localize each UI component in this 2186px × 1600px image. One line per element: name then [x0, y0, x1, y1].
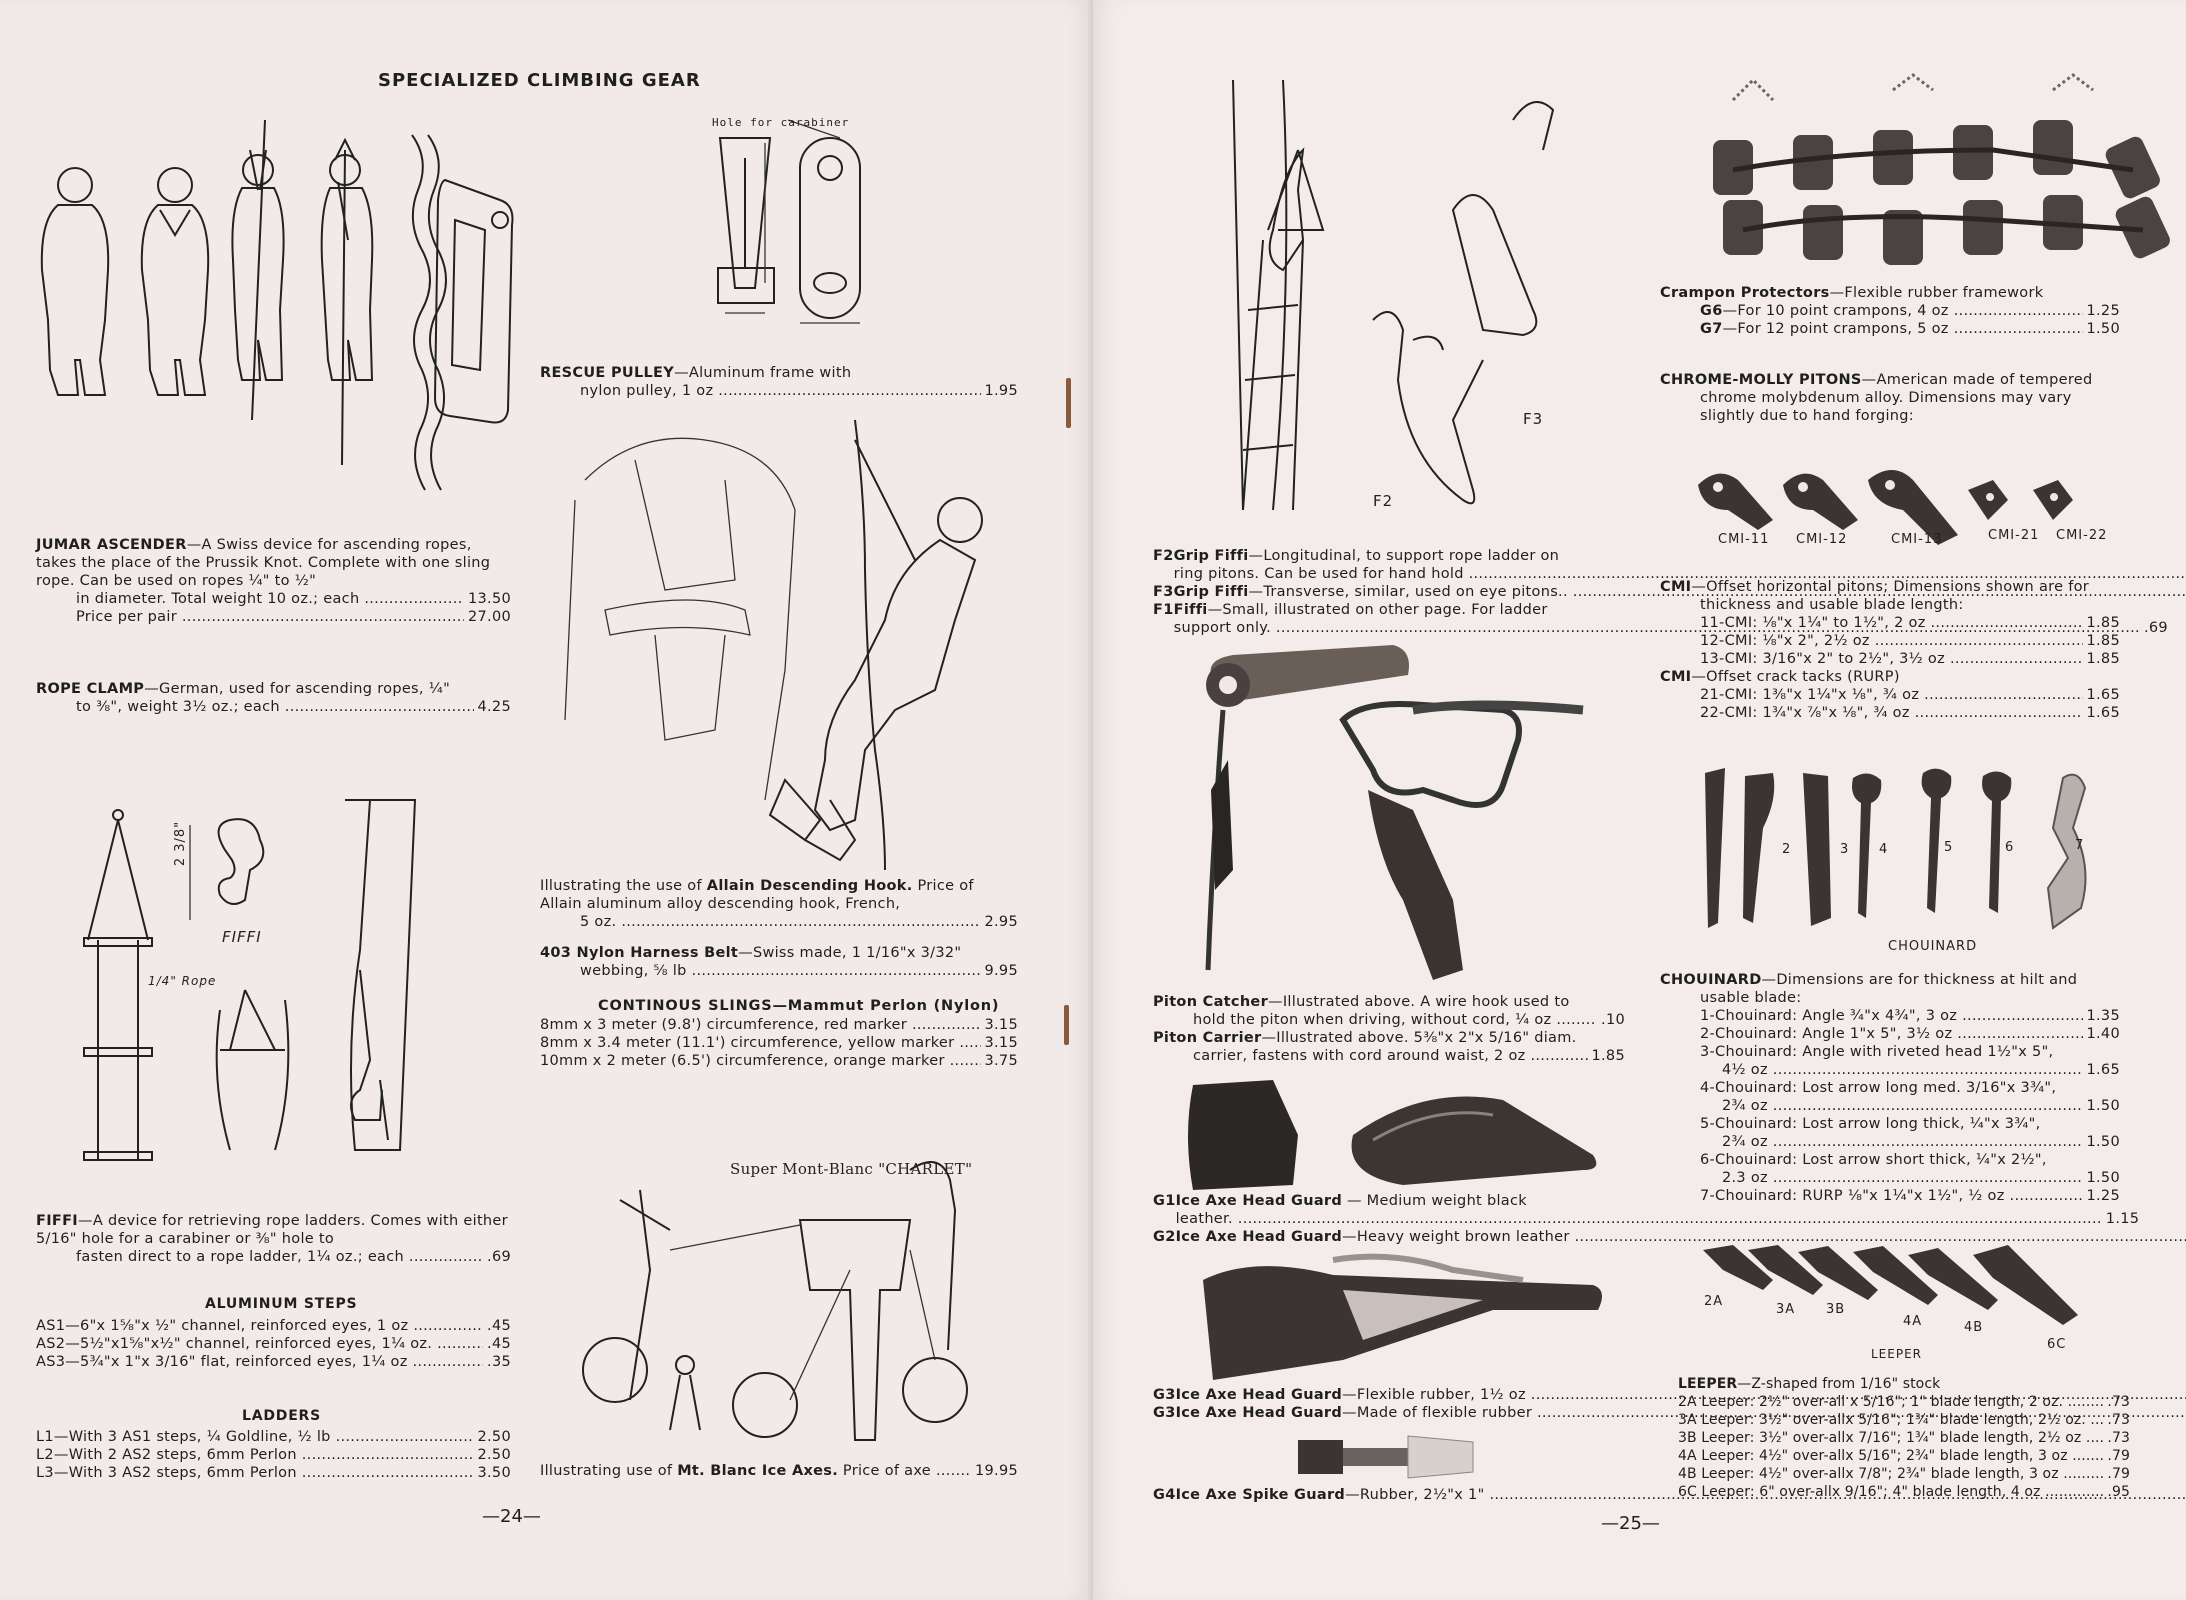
leeper-item-desc: 3B Leeper: 3½" over-allx 7/16"; 1¾" blade length, 2½ oz ..... — [1678, 1429, 2103, 1447]
chouinard-item-desc: 5-Chouinard: Lost arrow long thick, ¼"x 3¾", — [1700, 1116, 2041, 1132]
chouinard-item-desc: 2-Chouinard: Angle 1"x 5", 3½ oz ..... — [1700, 1025, 2083, 1043]
ladder-desc: L2—With 2 AS2 steps, 6mm Perlon ..... — [36, 1446, 474, 1464]
ladders-list — [36, 1428, 511, 1482]
chouinard-row — [1660, 1187, 2120, 1205]
fiffi-item-name: Fiffi — [1173, 602, 1208, 618]
head-guard-row — [1176, 1210, 2140, 1228]
chouinard-number-label: 2 — [1782, 842, 1792, 857]
rescue-pulley-row — [540, 382, 1018, 400]
continous-slings-heading: CONTINOUS SLINGS—Mammut Perlon (Nylon) — [598, 998, 1000, 1014]
head-guard-desc: —Made of flexible rubber — [1342, 1405, 1533, 1421]
cmi-rurp-desc: —Offset crack tacks (RURP) — [1691, 669, 1900, 685]
chouinard-number-label: 6 — [2005, 840, 2015, 855]
jumar-line3: Price per pair ..... — [76, 608, 464, 626]
rescue-pulley-price: 1.95 — [984, 383, 1018, 399]
allain-row — [540, 913, 1018, 931]
rope-clamp-name: ROPE CLAMP — [36, 681, 145, 697]
leeper-label: 4A — [1903, 1314, 1923, 1329]
spike-guard-photo — [1298, 1432, 1478, 1482]
head-guard-item — [1153, 1404, 1625, 1422]
piton-catcher-price: .10 — [1601, 1012, 1625, 1028]
step-price: .35 — [487, 1354, 511, 1370]
leeper-label: 2A — [1704, 1294, 1724, 1309]
leeper-item-price: .73 — [2107, 1394, 2130, 1410]
ice-axes-row — [540, 1462, 1018, 1480]
rescue-pulley-desc: —Aluminum frame with — [674, 365, 852, 381]
mont-blanc-caption: Super Mont-Blanc "CHARLET" — [730, 1160, 973, 1178]
leeper-item-desc: 4A Leeper: 4½" over-allx 5/16"; 2¾" blade length, 3 oz ..... — [1678, 1447, 2103, 1465]
allain-desc: Price of Allain aluminum alloy descending hook, French, — [540, 878, 974, 912]
chouinard-item-price: 1.25 — [2086, 1188, 2120, 1204]
page-number-left: —24— — [482, 1506, 541, 1527]
piton-catcher-desc: —Illustrated above. A wire hook used to — [1268, 994, 1570, 1010]
crampon-item-desc: —For 12 point crampons, 5 oz — [1722, 321, 1949, 337]
cmi-item-price: 1.65 — [2086, 705, 2120, 721]
head-guard-list-b — [1153, 1386, 1625, 1422]
chouinard-number-label: 4 — [1879, 842, 1889, 857]
chouinard-number-label: 3 — [1840, 842, 1850, 857]
head-guard-code: G2 — [1153, 1229, 1176, 1245]
chouinard-item-desc: 7-Chouinard: RURP ⅛"x 1¼"x 1½", ½ oz ..... — [1700, 1187, 2083, 1205]
rescue-pulley-line2: nylon pulley, 1 oz ..... — [580, 382, 981, 400]
piton-catcher-row — [1153, 1011, 1625, 1029]
chouinard-entry — [1660, 971, 2120, 1205]
harness-rappel-illustration — [555, 420, 1015, 870]
leeper-label: 3A — [1776, 1302, 1796, 1317]
fiffi-item-name: Grip Fiffi — [1173, 584, 1249, 600]
aluminum-steps-heading: ALUMINUM STEPS — [205, 1296, 358, 1312]
harness-price: 9.95 — [984, 963, 1018, 979]
fiffi-row — [36, 1248, 511, 1266]
fiffi-item-desc: —Small, illustrated on other page. For ladder — [1207, 602, 1548, 618]
cmi-name: CMI — [1660, 579, 1692, 595]
sling-price: 3.75 — [984, 1053, 1018, 1069]
crampon-protectors-entry — [1660, 284, 2120, 338]
leeper-label: 6C — [2047, 1337, 2067, 1352]
fiffi-item — [1153, 547, 1625, 583]
allain-price: 2.95 — [984, 914, 1018, 930]
chouinard-row — [1660, 1007, 2120, 1025]
crampon-price: 1.50 — [2086, 321, 2120, 337]
chouinard-row — [1660, 1025, 2120, 1043]
head-guard-item — [1153, 1228, 1625, 1246]
rescue-pulley-entry — [540, 364, 1018, 400]
step-desc: AS2—5½"x1⅝"x½" channel, reinforced eyes, 1¼ oz. ..... — [36, 1335, 483, 1353]
allain-name: Allain Descending Hook. — [706, 878, 913, 894]
chouinard-photo-label: CHOUINARD — [1888, 939, 1978, 954]
leeper-item-desc: 3A Leeper: 3½" over-allx 5/16"; 1¾" blade length, 2½ oz. ..... — [1678, 1411, 2103, 1429]
leeper-item-price: .73 — [2107, 1412, 2130, 1428]
sling-row — [540, 1034, 1018, 1052]
chouinard-name: CHOUINARD — [1660, 972, 1762, 988]
chouinard-item-price: 1.50 — [2086, 1170, 2120, 1186]
fiffi-code: F1 — [1153, 602, 1174, 618]
fiffi-dimension-label: 2 3/8" — [173, 820, 189, 867]
piton-catcher-line2: hold the piton when driving, without cord, ¼ oz ..... — [1193, 1011, 1597, 1029]
fiffi-diagram-label: FIFFI — [222, 928, 262, 946]
cmi-rurp-name: CMI — [1660, 669, 1692, 685]
hole-for-carabiner-label: Hole for carabiner — [712, 116, 850, 129]
jumar-ascender-entry — [36, 536, 511, 626]
page-title: SPECIALIZED CLIMBING GEAR — [378, 70, 701, 91]
sling-desc: 8mm x 3 meter (9.8') circumference, red marker ..... — [540, 1016, 981, 1034]
f3-label: F3 — [1523, 410, 1544, 428]
head-guard-desc: —Heavy weight brown leather — [1342, 1229, 1570, 1245]
chouinard-row — [1660, 1079, 2120, 1097]
crampon-price: 1.25 — [2086, 303, 2120, 319]
fiffi-item-price: .69 — [2143, 620, 2168, 636]
cmi-11-label: CMI-11 — [1718, 532, 1770, 547]
leeper-row — [1678, 1411, 2130, 1429]
leeper-item-price: .79 — [2107, 1466, 2130, 1482]
head-guard-desc: —Flexible rubber, 1½ oz — [1342, 1387, 1526, 1403]
leeper-item-price: .79 — [2107, 1448, 2130, 1464]
jumar-desc: —A Swiss device for ascending ropes, takes the place of the Prussik Knot. Complete with one sling rope. Can be used on ropes ¼" to ½" — [36, 537, 491, 589]
fiffi-item-line2: support only. ..... — [1174, 619, 2140, 637]
harness-row — [540, 962, 1018, 980]
piton-catcher-photo — [1173, 640, 1613, 985]
chouinard-item-desc: 3-Chouinard: Angle with riveted head 1½"x 5", — [1700, 1044, 2054, 1060]
ladder-price: 3.50 — [477, 1465, 511, 1481]
piton-carrier-row — [1153, 1047, 1625, 1065]
aluminum-steps-list — [36, 1317, 511, 1371]
ice-axes-price: 19.95 — [974, 1463, 1018, 1479]
ladder-row — [36, 1428, 511, 1446]
chouinard-row — [1660, 1061, 2120, 1079]
fiffi-entry — [36, 1212, 511, 1266]
piton-carrier-line2: carrier, fastens with cord around waist, 2 oz ..... — [1193, 1047, 1588, 1065]
step-price: .45 — [487, 1336, 511, 1352]
piton-carrier-desc: —Illustrated above. 5⅜"x 2"x 5/16" diam. — [1261, 1030, 1577, 1046]
cmi-item-desc: 21-CMI: 1⅜"x 1¼"x ⅛", ¾ oz ..... — [1700, 686, 2083, 704]
cmi-item-price: 1.65 — [2086, 687, 2120, 703]
rope-clamp-line2: to ⅜", weight 3½ oz.; each ..... — [76, 698, 474, 716]
fiffi-item-desc: —Transverse, similar, used on eye pitons.. — [1248, 584, 1568, 600]
ice-axe-head-guard-photo — [1173, 1075, 1733, 1195]
piton-catcher-name: Piton Catcher — [1153, 994, 1269, 1010]
spike-guard-entry — [1153, 1486, 1625, 1504]
chouinard-item-price: 1.40 — [2086, 1026, 2120, 1042]
leeper-row — [1678, 1447, 2130, 1465]
jumar-row-2 — [36, 608, 511, 626]
chouinard-number-label: 7 — [2075, 838, 2085, 853]
crampon-row — [1660, 302, 2120, 320]
leeper-row — [1678, 1465, 2130, 1483]
staple — [1066, 378, 1071, 428]
fiffi-item-desc: —Longitudinal, to support rope ladder on — [1248, 548, 1560, 564]
leeper-item-price: .95 — [2107, 1484, 2130, 1500]
head-guard-item — [1153, 1386, 1625, 1404]
staple — [1064, 1005, 1069, 1045]
crampon-code: G6 — [1700, 303, 1723, 319]
fiffi-item — [1153, 583, 1625, 601]
jumar-name: JUMAR ASCENDER — [36, 537, 187, 553]
cmi-item-price: 1.85 — [2086, 615, 2120, 631]
fiffi-item-name: Grip Fiffi — [1173, 548, 1249, 564]
page-number-right: —25— — [1601, 1513, 1660, 1534]
leeper-photo-label: LEEPER — [1871, 1347, 1923, 1361]
ice-axe-illustration — [570, 1150, 1010, 1450]
chouinard-number-label: 5 — [1944, 840, 1954, 855]
page-25 — [1093, 0, 2186, 1600]
leeper-item-price: .73 — [2107, 1430, 2130, 1446]
ladder-row — [36, 1464, 511, 1482]
spike-guard-code: G4 — [1153, 1487, 1176, 1503]
chouinard-row — [1660, 1043, 2120, 1061]
cmi-item-price: 1.85 — [2086, 633, 2120, 649]
cmi-item-desc: 13-CMI: 3/16"x 2" to 2½", 3½ oz ..... — [1700, 650, 2083, 668]
ice-axes-name: Mt. Blanc Ice Axes. — [677, 1463, 838, 1479]
chouinard-pitons-photo — [1703, 768, 2133, 938]
chouinard-item-desc: 2¾ oz ..... — [1722, 1097, 2083, 1115]
leeper-name: LEEPER — [1678, 1376, 1738, 1392]
step-price: .45 — [487, 1318, 511, 1334]
sling-desc: 10mm x 2 meter (6.5') circumference, orange marker ..... — [540, 1052, 981, 1070]
leeper-row — [1678, 1483, 2130, 1501]
cmi-13-label: CMI-13 — [1891, 532, 1943, 547]
cmi-12-label: CMI-12 — [1796, 532, 1848, 547]
chouinard-row — [1660, 1151, 2120, 1169]
cmi-row — [1660, 650, 2120, 668]
chouinard-row — [1660, 1115, 2120, 1133]
cmi-row — [1660, 686, 2120, 704]
spike-guard-desc: —Rubber, 2½"x 1" — [1345, 1487, 1485, 1503]
sling-row — [540, 1052, 1018, 1070]
allain-entry — [540, 877, 1018, 931]
jumar-illustration — [30, 120, 520, 510]
leeper-pitons-photo — [1703, 1240, 2133, 1350]
chrome-molly-desc: —American made of tempered chrome molybdenum alloy. Dimensions may vary slightly due to hand forging: — [1700, 372, 2093, 424]
chouinard-row — [1660, 1133, 2120, 1151]
chrome-molly-name: CHROME-MOLLY PITONS — [1660, 372, 1862, 388]
sling-desc: 8mm x 3.4 meter (11.1') circumference, yellow marker ..... — [540, 1034, 981, 1052]
step-row — [36, 1353, 511, 1371]
ladder-price: 2.50 — [477, 1447, 511, 1463]
piton-catcher-entry — [1153, 993, 1625, 1065]
harness-line2: webbing, ⅝ lb ..... — [580, 962, 981, 980]
crampon-row — [1660, 320, 2120, 338]
ladder-row — [36, 1446, 511, 1464]
sling-price: 3.15 — [984, 1035, 1018, 1051]
head-guard-name: Ice Axe Head Guard — [1175, 1193, 1343, 1209]
leeper-row — [1678, 1429, 2130, 1447]
step-desc: AS1—6"x 1⅝"x ½" channel, reinforced eyes, 1 oz ..... — [36, 1317, 483, 1335]
spike-guard-item — [1153, 1486, 1625, 1504]
leeper-item-desc: 2A Leeper: 2½" over-all x 5/16"; 1" blade length, 2 oz. ..... — [1678, 1393, 2103, 1411]
leeper-label: 3B — [1826, 1302, 1846, 1317]
chouinard-item-desc: 4-Chouinard: Lost arrow long med. 3/16"x 3¾", — [1700, 1080, 2057, 1096]
rope-diagram-label: 1/4" Rope — [148, 974, 217, 988]
cmi-item-price: 1.85 — [2086, 651, 2120, 667]
leeper-item-desc: 6C Leeper: 6" over-allx 9/16"; 4" blade length, 4 oz ..... — [1678, 1483, 2103, 1501]
chouinard-item-desc: 6-Chouinard: Lost arrow short thick, ¼"x 2½", — [1700, 1152, 2047, 1168]
rope-clamp-desc: —German, used for ascending ropes, ¼" — [144, 681, 451, 697]
spike-guard-name: Ice Axe Spike Guard — [1175, 1487, 1346, 1503]
chrome-molly-entry — [1660, 371, 2120, 425]
jumar-price-pair: 27.00 — [467, 609, 511, 625]
cmi-22-label: CMI-22 — [2056, 528, 2108, 543]
chouinard-item-desc: 1-Chouinard: Angle ¾"x 4¾", 3 oz ..... — [1700, 1007, 2083, 1025]
cmi-offset-pitons-entry — [1660, 578, 2120, 722]
harness-name: 403 Nylon Harness Belt — [540, 945, 739, 961]
fiffi-line2: fasten direct to a rope ladder, 1¼ oz.; each ..... — [76, 1248, 483, 1266]
fiffi-price: .69 — [487, 1249, 511, 1265]
rescue-pulley-diagram — [700, 118, 880, 333]
rescue-pulley-name: RESCUE PULLEY — [540, 365, 675, 381]
ladder-desc: L1—With 3 AS1 steps, ¼ Goldline, ½ lb ..... — [36, 1428, 474, 1446]
fiffi-name: FIFFI — [36, 1213, 79, 1229]
head-guard-code: G3 — [1153, 1387, 1176, 1403]
cmi-item-desc: 12-CMI: ⅛"x 2", 2½ oz ..... — [1700, 632, 2083, 650]
chouinard-row — [1660, 1097, 2120, 1115]
leeper-desc: —Z-shaped from 1/16" stock — [1737, 1376, 1941, 1392]
head-guard-price: 1.15 — [2105, 1211, 2140, 1227]
grip-fiffi-illustration — [1223, 80, 1663, 520]
allain-prefix: Illustrating the use of — [540, 878, 707, 894]
step-row — [36, 1335, 511, 1353]
jumar-price-each: 13.50 — [467, 591, 511, 607]
f2-label: F2 — [1373, 492, 1394, 510]
head-guard-code: G3 — [1153, 1405, 1176, 1421]
slings-list — [540, 1016, 1018, 1070]
crampon-name: Crampon Protectors — [1660, 285, 1830, 301]
step-desc: AS3—5¾"x 1"x 3/16" flat, reinforced eyes, 1¼ oz ..... — [36, 1353, 483, 1371]
chouinard-item-price: 1.50 — [2086, 1098, 2120, 1114]
head-guard-line2: leather. ..... — [1176, 1210, 2102, 1228]
crampon-item-desc: —For 10 point crampons, 4 oz — [1722, 303, 1949, 319]
harness-desc: —Swiss made, 1 1/16"x 3/32" — [738, 945, 962, 961]
cmi-21-label: CMI-21 — [1988, 528, 2040, 543]
chouinard-desc: —Dimensions are for thickness at hilt and usable blade: — [1700, 972, 2078, 1006]
fiffi-ladder-illustration — [70, 800, 480, 1170]
leeper-entry — [1678, 1375, 2130, 1501]
crampon-protector-photo — [1693, 80, 2173, 280]
rope-clamp-row — [36, 698, 511, 716]
head-guard-name: Ice Axe Head Guard — [1175, 1405, 1343, 1421]
crampon-desc: —Flexible rubber framework — [1829, 285, 2044, 301]
leeper-item-desc: 4B Leeper: 4½" over-allx 7/8"; 2¾" blade length, 3 oz ..... — [1678, 1465, 2103, 1483]
cmi-item-desc: 22-CMI: 1¾"x ⅞"x ⅛", ¾ oz ..... — [1700, 704, 2083, 722]
harness-entry — [540, 944, 1018, 980]
head-guard-name: Ice Axe Head Guard — [1175, 1387, 1343, 1403]
ladders-heading: LADDERS — [242, 1408, 322, 1424]
rope-clamp-price: 4.25 — [477, 699, 511, 715]
jumar-line2: in diameter. Total weight 10 oz.; each ..... — [76, 590, 464, 608]
leeper-label: 4B — [1964, 1320, 1984, 1335]
allain-line2: 5 oz. ..... — [580, 913, 981, 931]
rubber-head-guard-photo — [1193, 1250, 1613, 1385]
ice-axes-entry — [540, 1462, 1018, 1480]
ice-axes-desc: Price of axe — [838, 1463, 932, 1479]
chouinard-row — [1660, 1169, 2120, 1187]
cmi-row — [1660, 614, 2120, 632]
cmi-item-desc: 11-CMI: ⅛"x 1¼" to 1½", 2 oz ..... — [1700, 614, 2083, 632]
head-guard-code: G1 — [1153, 1193, 1176, 1209]
crampon-code: G7 — [1700, 321, 1723, 337]
cmi-desc: —Offset horizontal pitons; Dimensions shown are for thickness and usable blade length: — [1691, 579, 2090, 613]
chouinard-item-desc: 4½ oz ..... — [1722, 1061, 2083, 1079]
head-guard-name: Ice Axe Head Guard — [1175, 1229, 1343, 1245]
jumar-row-1 — [36, 590, 511, 608]
piton-carrier-price: 1.85 — [1591, 1048, 1625, 1064]
chouinard-item-price: 1.65 — [2086, 1062, 2120, 1078]
cmi-row — [1660, 704, 2120, 722]
ice-axes-prefix: Illustrating use of — [540, 1463, 678, 1479]
ladder-price: 2.50 — [477, 1429, 511, 1445]
chouinard-item-price: 1.35 — [2086, 1008, 2120, 1024]
fiffi-item-line2: ring pitons. Can be used for hand hold ..... — [1174, 565, 2186, 583]
fiffi-code: F2 — [1153, 548, 1174, 564]
chouinard-item-price: 1.50 — [2086, 1134, 2120, 1150]
fiffi-code: F3 — [1153, 584, 1174, 600]
sling-row — [540, 1016, 1018, 1034]
fiffi-desc: —A device for retrieving rope ladders. Comes with either 5/16" hole for a carabiner or ⅜" hole to — [36, 1213, 508, 1247]
ladder-desc: L3—With 3 AS2 steps, 6mm Perlon ..... — [36, 1464, 474, 1482]
piton-carrier-name: Piton Carrier — [1153, 1030, 1262, 1046]
head-guard-desc: — Medium weight black — [1342, 1193, 1527, 1209]
cmi-row — [1660, 632, 2120, 650]
chouinard-item-desc: 2.3 oz ..... — [1722, 1169, 2083, 1187]
step-row — [36, 1317, 511, 1335]
chouinard-item-desc: 2¾ oz ..... — [1722, 1133, 2083, 1151]
leeper-row — [1678, 1393, 2130, 1411]
rope-clamp-entry — [36, 680, 511, 716]
sling-price: 3.15 — [984, 1017, 1018, 1033]
